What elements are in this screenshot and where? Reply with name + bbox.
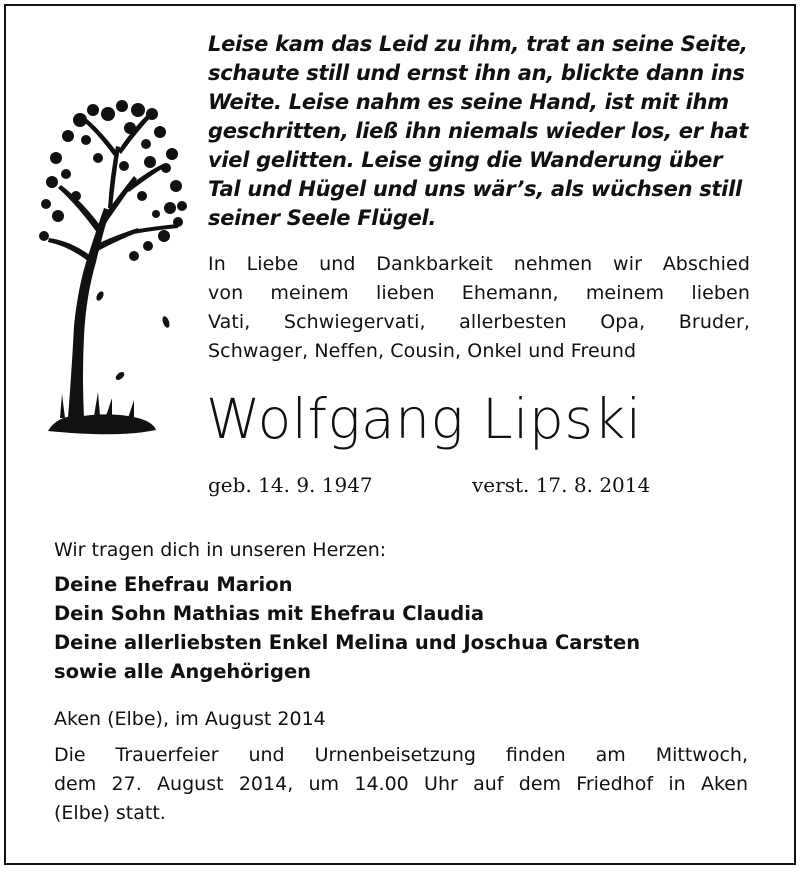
farewell-line: In Liebe und Dankbarkeit nehmen wir Abschied: [208, 253, 750, 275]
poem-line: geschritten, ließ ihn niemals wieder los, er hat: [208, 119, 749, 143]
mourner-line: Deine allerliebsten Enkel Melina und Joschua Carsten: [54, 631, 641, 654]
tree-icon: [38, 96, 188, 446]
poem-line: Leise kam das Leid zu ihm, trat an seine Seite,: [208, 32, 748, 56]
poem-line: Weite. Leise nahm es seine Hand, ist mit ihm: [208, 90, 729, 114]
poem-line: seiner Seele Flügel.: [208, 206, 437, 230]
farewell-line: von meinem lieben Ehemann, meinem lieben: [208, 282, 750, 304]
life-dates: [208, 470, 651, 500]
farewell-line: Vati, Schwiegervati, allerbesten Opa, Bruder,: [208, 311, 750, 333]
deceased-name: Wolfgang Lipski: [206, 387, 642, 451]
poem-line: viel gelitten. Leise ging die Wanderung über: [208, 148, 723, 172]
farewell-line: Schwager, Neffen, Cousin, Onkel und Freund: [208, 340, 637, 362]
farewell-text: [208, 250, 750, 366]
place-date: Aken (Elbe), im August 2014: [54, 708, 326, 730]
mourners-list: [54, 570, 640, 686]
mourner-line: Deine Ehefrau Marion: [54, 573, 293, 596]
poem-line: Tal und Hügel und uns wär’s, als wüchsen still: [208, 177, 742, 201]
mourners-intro: Wir tragen dich in unseren Herzen:: [54, 539, 387, 561]
mourner-line: sowie alle Angehörigen: [54, 660, 312, 683]
birth-date: geb. 14. 9. 1947: [208, 473, 373, 497]
funeral-line: (Elbe) statt.: [54, 802, 166, 824]
poem-line: schaute still und ernst ihn an, blickte dann ins: [208, 61, 745, 85]
funeral-info: [54, 741, 748, 828]
poem: [208, 30, 768, 233]
mourner-line: Dein Sohn Mathias mit Ehefrau Claudia: [54, 602, 485, 625]
funeral-line: dem 27. August 2014, um 14.00 Uhr auf dem Friedhof in Aken: [54, 773, 748, 795]
death-date: verst. 17. 8. 2014: [472, 473, 651, 497]
funeral-line: Die Trauerfeier und Urnenbeisetzung finden am Mittwoch,: [54, 744, 748, 766]
